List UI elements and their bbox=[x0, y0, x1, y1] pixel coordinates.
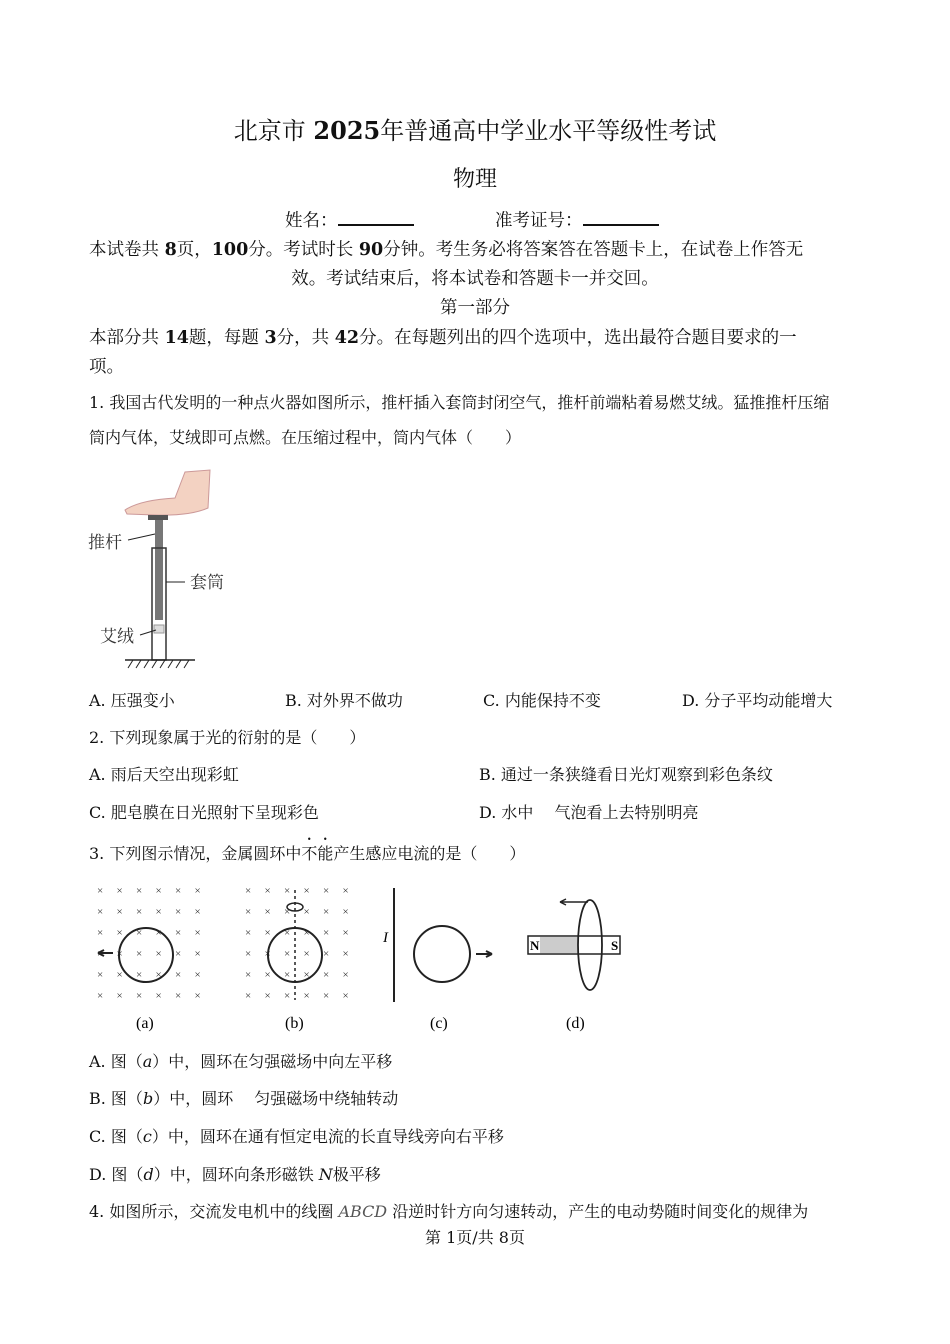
field-cross-icon: × bbox=[245, 927, 252, 939]
field-cross-icon: × bbox=[264, 885, 271, 897]
field-cross-icon: × bbox=[116, 885, 123, 897]
label-b: (b) bbox=[285, 1015, 304, 1032]
field-cross-icon: × bbox=[284, 906, 291, 918]
field-cross-icon: × bbox=[323, 990, 330, 1002]
field-cross-icon: × bbox=[97, 906, 104, 918]
field-cross-icon: × bbox=[194, 906, 201, 918]
q2-option-a[interactable]: A. 雨后天空出现彩虹 bbox=[89, 765, 239, 784]
q4-stem: 4. 如图所示，交流发电机中的线圈 ABCD 沿逆时针方向匀速转动，产生的电动势随时间变化的规律为 bbox=[89, 1202, 809, 1221]
field-cross-icon: × bbox=[245, 906, 252, 918]
figure-a bbox=[97, 885, 201, 1002]
field-cross-icon: × bbox=[284, 927, 291, 939]
field-cross-icon: × bbox=[284, 990, 291, 1002]
q3-option-d[interactable]: D. 图（d）中，圆环向条形磁铁 N极平移 bbox=[89, 1165, 381, 1184]
name-field: 姓名： bbox=[285, 210, 414, 232]
field-cross-icon: × bbox=[303, 906, 310, 918]
field-cross-icon: × bbox=[323, 948, 330, 960]
field-cross-icon: × bbox=[342, 948, 349, 960]
field-cross-icon: × bbox=[342, 885, 349, 897]
field-cross-icon: × bbox=[175, 969, 182, 981]
label-north: N bbox=[530, 938, 540, 953]
field-cross-icon: × bbox=[323, 969, 330, 981]
left-arrow-icon bbox=[560, 899, 588, 905]
field-cross-icon: × bbox=[97, 948, 104, 960]
field-cross-icon: × bbox=[303, 990, 310, 1002]
label-tinder: 艾绒 bbox=[100, 627, 134, 647]
field-cross-icon: × bbox=[342, 906, 349, 918]
field-cross-icon: × bbox=[175, 990, 182, 1002]
q1-option-c[interactable]: C. 内能保持不变 bbox=[483, 691, 601, 710]
field-cross-icon: × bbox=[264, 906, 271, 918]
q3-option-a[interactable]: A. 图（a）中，圆环在匀强磁场中向左平移 bbox=[89, 1052, 393, 1071]
field-cross-icon: × bbox=[175, 906, 182, 918]
name-blank bbox=[338, 210, 414, 226]
field-cross-icon: × bbox=[136, 948, 143, 960]
field-cross-icon: × bbox=[136, 927, 143, 939]
field-cross-icon: × bbox=[323, 927, 330, 939]
field-cross-icon: × bbox=[136, 885, 143, 897]
q3-stem: 3. 下列图示情况，金属圆环中不能产生感应电流的是（ ） bbox=[89, 844, 526, 863]
field-cross-icon: × bbox=[245, 948, 252, 960]
field-cross-icon: × bbox=[175, 885, 182, 897]
field-cross-icon: × bbox=[323, 906, 330, 918]
notice-line-2: 效。考试结束后，将本试卷和答题卡一并交回。 bbox=[291, 269, 659, 289]
field-cross-icon: × bbox=[264, 990, 271, 1002]
field-cross-icon: × bbox=[284, 948, 291, 960]
field-cross-icon: × bbox=[116, 927, 123, 939]
field-cross-icon: × bbox=[245, 990, 252, 1002]
label-south: S bbox=[611, 938, 619, 953]
field-cross-icon: × bbox=[155, 927, 162, 939]
part-title: 第一部分 bbox=[440, 298, 510, 318]
field-cross-icon: × bbox=[194, 969, 201, 981]
q3-figures bbox=[80, 870, 660, 1040]
page-footer: 第 1页/共 8页 bbox=[425, 1228, 525, 1247]
field-cross-icon: × bbox=[264, 969, 271, 981]
field-cross-icon: × bbox=[245, 969, 252, 981]
field-cross-icon: × bbox=[284, 885, 291, 897]
label-d: (d) bbox=[566, 1015, 585, 1032]
field-cross-icon: × bbox=[303, 948, 310, 960]
field-cross-icon: × bbox=[194, 948, 201, 960]
tinder bbox=[154, 625, 164, 633]
field-cross-icon: × bbox=[175, 948, 182, 960]
notice-line-1: 本试卷共 8页，100分。考试时长 90分钟。考生务必将答案答在答题卡上，在试卷上作答无 bbox=[89, 240, 804, 260]
field-cross-icon: × bbox=[323, 885, 330, 897]
exam-title: 北京市 2025年普通高中学业水平等级性考试 bbox=[233, 116, 717, 145]
field-cross-icon: × bbox=[342, 927, 349, 939]
label-current: I bbox=[383, 930, 388, 946]
rod-cap bbox=[148, 515, 168, 520]
field-cross-icon: × bbox=[245, 885, 252, 897]
q1-option-d[interactable]: D. 分子平均动能增大 bbox=[682, 691, 833, 710]
q1-stem-1: 1. 我国古代发明的一种点火器如图所示，推杆插入套筒封闭空气，推杆前端粘着易燃艾绒。猛推推杆压缩 bbox=[89, 393, 830, 412]
q2-option-b[interactable]: B. 通过一条狭缝看日光灯观察到彩色条纹 bbox=[479, 765, 773, 784]
field-cross-icon: × bbox=[97, 969, 104, 981]
label-c: (c) bbox=[430, 1015, 448, 1032]
field-cross-icon: × bbox=[116, 906, 123, 918]
hand-drawing bbox=[125, 470, 210, 515]
rod bbox=[155, 520, 163, 620]
q1-stem-2: 筒内气体，艾绒即可点燃。在压缩过程中，筒内气体（ ） bbox=[89, 428, 522, 447]
field-cross-icon: × bbox=[284, 969, 291, 981]
field-cross-icon: × bbox=[155, 906, 162, 918]
exam-id-blank bbox=[583, 210, 659, 226]
q1-option-a[interactable]: A. 压强变小 bbox=[89, 691, 175, 710]
field-cross-icon: × bbox=[264, 948, 271, 960]
label-sleeve: 套筒 bbox=[190, 573, 224, 593]
field-cross-icon: × bbox=[194, 927, 201, 939]
field-cross-icon: × bbox=[194, 990, 201, 1002]
q2-option-c[interactable]: C. 肥皂膜在日光照射下呈现彩色 bbox=[89, 803, 319, 822]
field-cross-icon: × bbox=[97, 990, 104, 1002]
fire-piston-figure bbox=[80, 460, 280, 680]
field-cross-icon: × bbox=[136, 906, 143, 918]
label-a: (a) bbox=[136, 1015, 154, 1032]
field-cross-icon: × bbox=[116, 948, 123, 960]
field-cross-icon: × bbox=[155, 990, 162, 1002]
label-rod: 推杆 bbox=[88, 533, 122, 553]
field-cross-icon: × bbox=[342, 969, 349, 981]
field-cross-icon: × bbox=[303, 927, 310, 939]
right-arrow-icon bbox=[476, 951, 492, 957]
field-cross-icon: × bbox=[136, 990, 143, 1002]
q3-option-c[interactable]: C. 图（c）中，圆环在通有恒定电流的长直导线旁向右平移 bbox=[89, 1127, 504, 1146]
field-cross-icon: × bbox=[155, 885, 162, 897]
subject-title: 物理 bbox=[452, 167, 497, 192]
field-cross-icon: × bbox=[116, 969, 123, 981]
field-cross-icon: × bbox=[155, 969, 162, 981]
field-cross-icon: × bbox=[175, 927, 182, 939]
field-cross-icon: × bbox=[264, 927, 271, 939]
left-arrow-icon bbox=[98, 950, 113, 956]
field-cross-icon: × bbox=[194, 885, 201, 897]
q2-stem: 2. 下列现象属于光的衍射的是（ ） bbox=[89, 728, 366, 747]
field-cross-icon: × bbox=[342, 990, 349, 1002]
field-cross-icon: × bbox=[136, 969, 143, 981]
field-cross-icon: × bbox=[303, 969, 310, 981]
exam-id-field: 准考证号： bbox=[495, 210, 659, 232]
field-cross-icon: × bbox=[97, 885, 104, 897]
field-cross-icon: × bbox=[155, 948, 162, 960]
q1-option-b[interactable]: B. 对外界不做功 bbox=[285, 691, 403, 710]
field-cross-icon: × bbox=[116, 990, 123, 1002]
q3-option-b[interactable]: B. 图（b）中，圆环 匀强磁场中绕轴转动 bbox=[89, 1089, 399, 1108]
part-description-end: 项。 bbox=[89, 357, 124, 377]
part-description: 本部分共 14题，每题 3分，共 42分。在每题列出的四个选项中，选出最符合题目要求的一 bbox=[89, 328, 797, 348]
field-cross-icon: × bbox=[303, 885, 310, 897]
field-cross-icon: × bbox=[97, 927, 104, 939]
q2-option-d[interactable]: D. 水中 气泡看上去特别明亮 bbox=[479, 803, 699, 822]
